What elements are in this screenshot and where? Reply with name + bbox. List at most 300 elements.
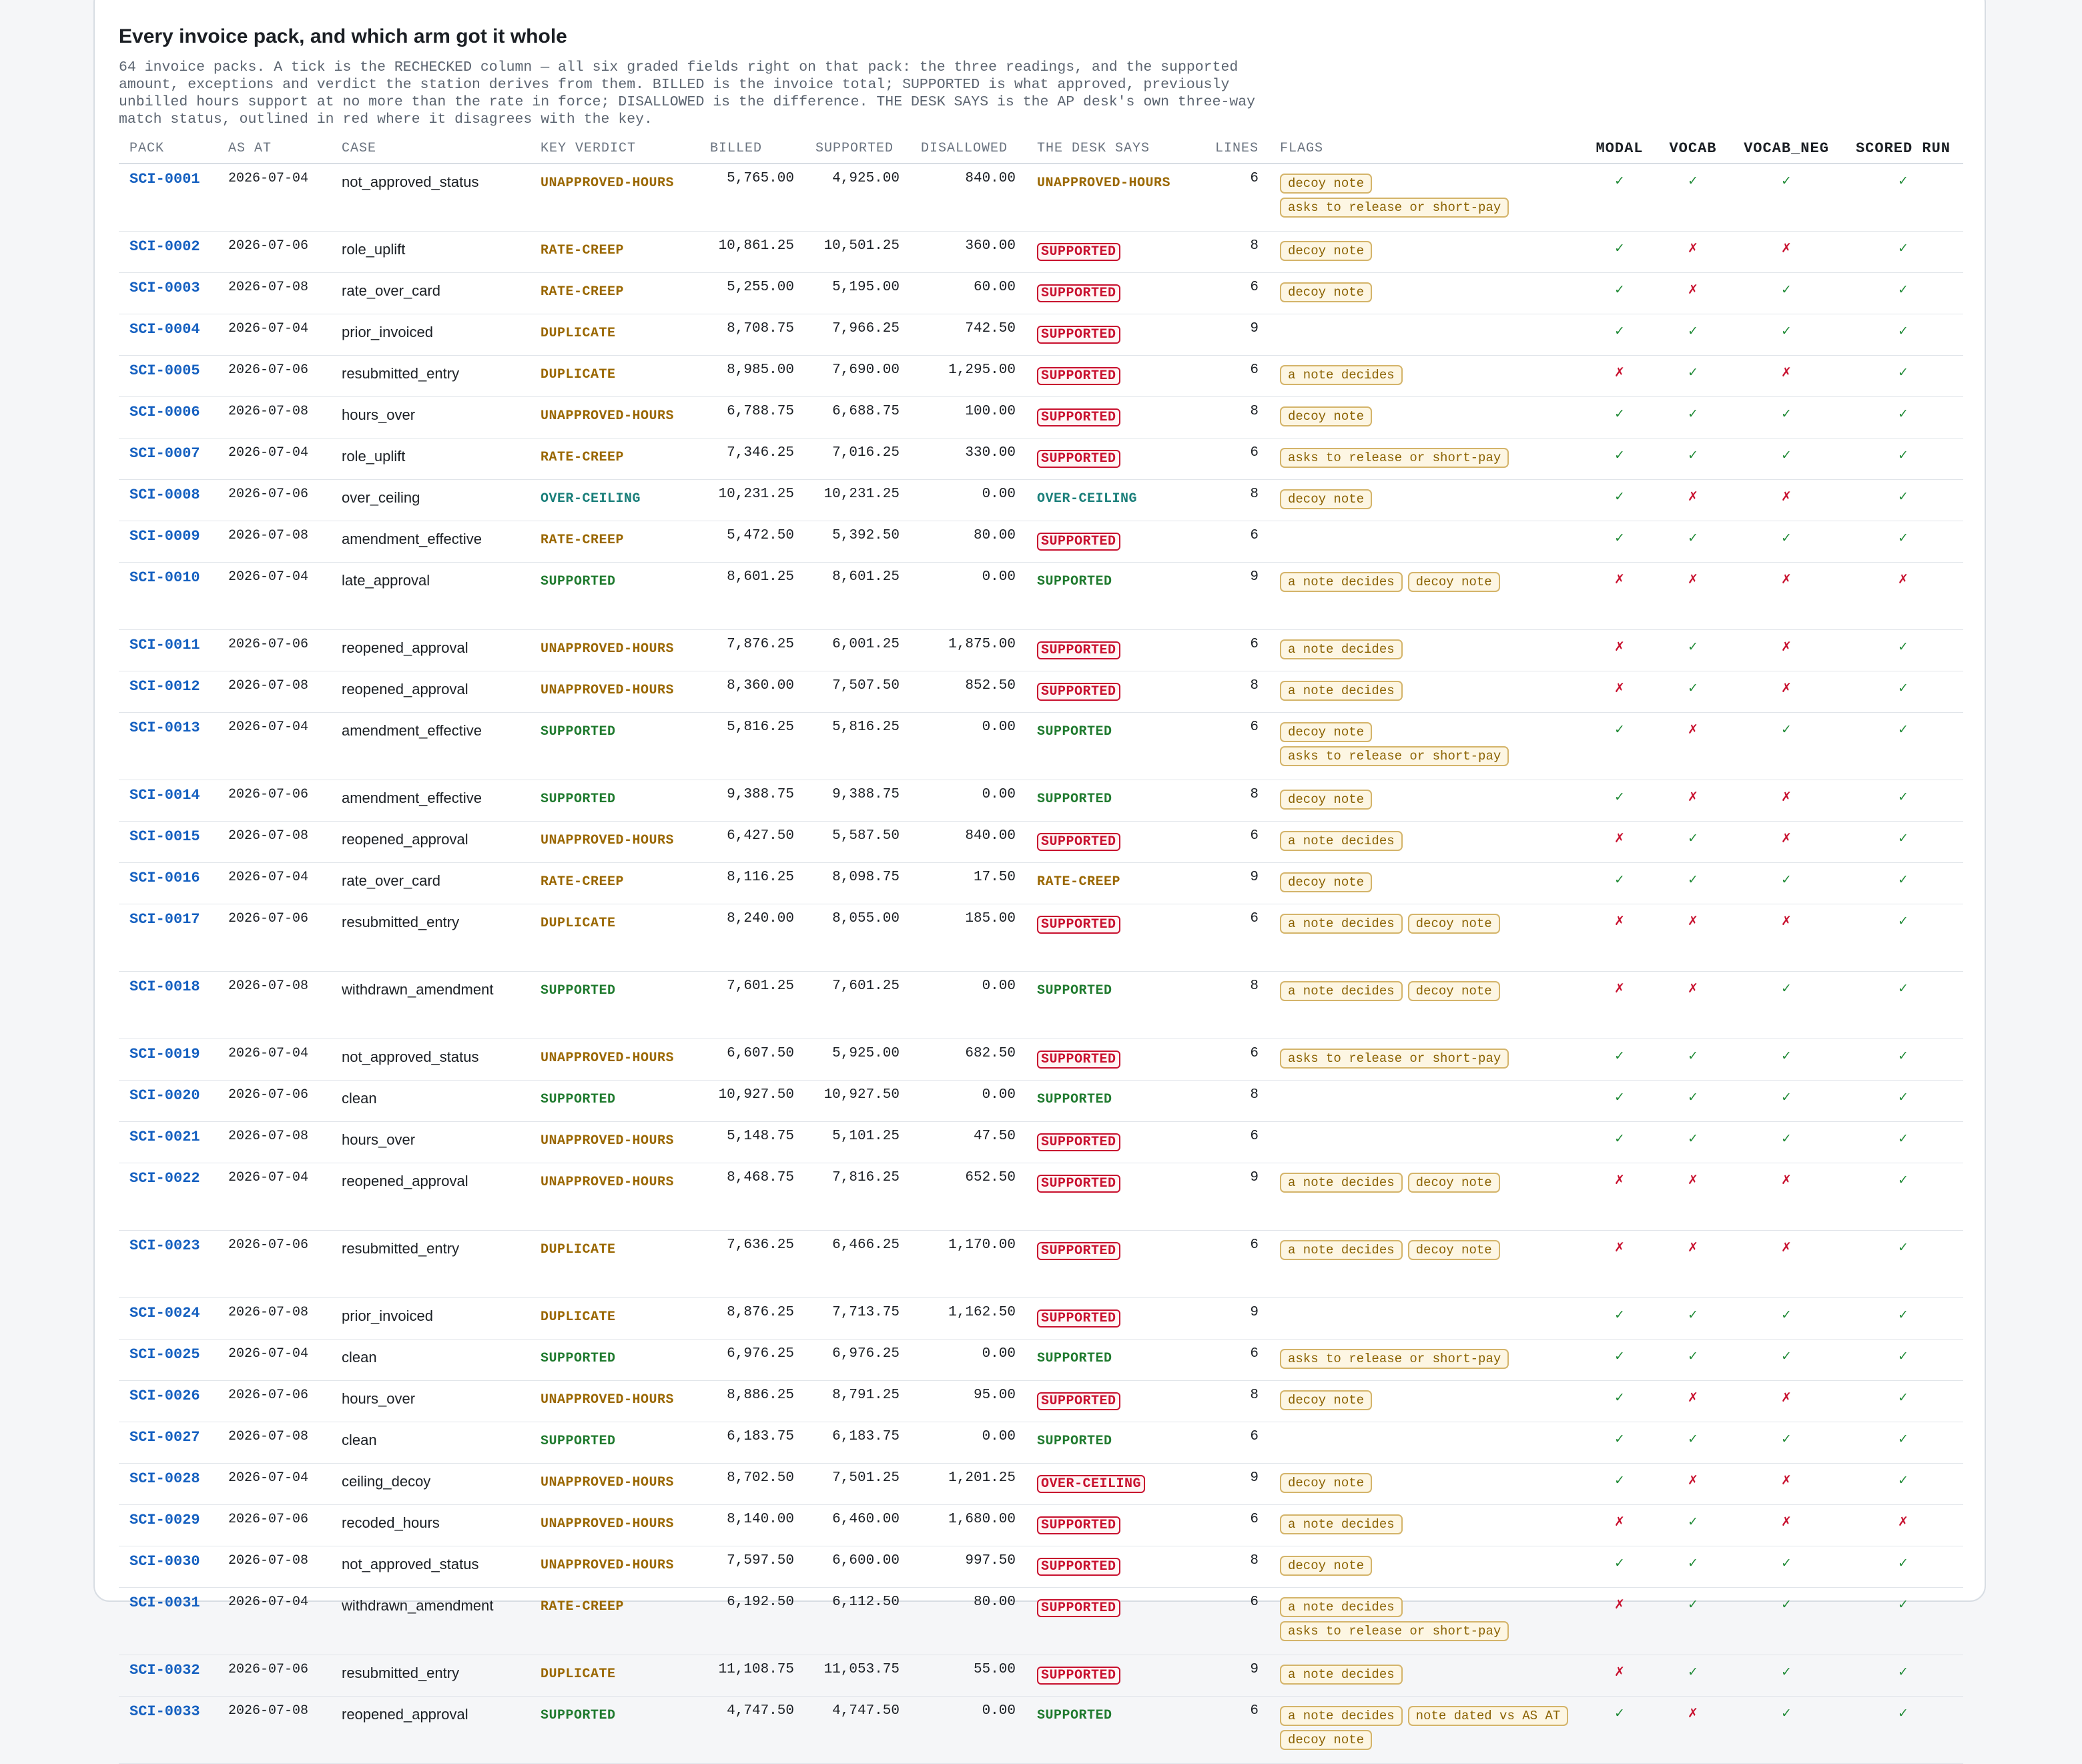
tick-icon: ✓ [1898,1350,1908,1364]
vocab-neg-result [1730,671,1843,713]
tick-icon: ✓ [1781,1308,1792,1322]
lines-cell: 6 [1204,1505,1269,1546]
lines-cell: 8 [1204,1381,1269,1422]
vocab-neg-result [1730,273,1843,314]
cross-icon: ✗ [1781,490,1792,504]
as-at-cell: 2026-07-08 [218,1697,331,1764]
table-row [119,397,1963,438]
pack-link[interactable]: SCI-0001 [119,164,218,232]
key-verdict: SUPPORTED [541,724,616,740]
key-verdict-cell [530,1588,699,1655]
desk-status-disagree-badge: SUPPORTED [1037,326,1120,344]
disallowed-cell: 852.50 [910,671,1026,713]
case-cell: reopened_approval [331,1697,530,1764]
supported-cell: 8,601.25 [805,563,910,630]
pack-link[interactable]: SCI-0002 [119,232,218,273]
vocab-neg-result [1730,521,1843,563]
col-header-desk-says[interactable]: THE DESK SAYS [1026,133,1204,164]
scored-run-result [1843,1081,1963,1122]
tick-icon: ✓ [1614,283,1625,297]
flags-cell [1269,1081,1583,1122]
as-at-cell: 2026-07-06 [218,1655,331,1697]
desk-says-cell [1026,1546,1204,1588]
key-verdict-cell [530,1340,699,1381]
key-verdict-cell [530,1122,699,1163]
scored-run-result [1843,1298,1963,1340]
as-at-cell: 2026-07-06 [218,480,331,521]
pack-link[interactable]: SCI-0021 [119,1122,218,1163]
as-at-cell: 2026-07-08 [218,521,331,563]
vocab-neg-result [1730,780,1843,822]
tick-icon: ✓ [1898,366,1908,380]
modal-result [1583,273,1656,314]
as-at-cell: 2026-07-08 [218,1122,331,1163]
table-row [119,1546,1963,1588]
scored-run-result [1843,480,1963,521]
flags-cell [1269,1340,1583,1381]
disallowed-cell: 80.00 [910,1588,1026,1655]
desk-status-disagree-badge: SUPPORTED [1037,1392,1120,1410]
vocab-neg-result [1730,1464,1843,1505]
as-at-cell: 2026-07-06 [218,1505,331,1546]
flag-badge: decoy note [1408,914,1500,934]
table-row [119,1381,1963,1422]
pack-link[interactable]: SCI-0005 [119,356,218,397]
lines-cell: 8 [1204,480,1269,521]
cross-icon: ✗ [1688,723,1698,737]
col-header-supported[interactable]: SUPPORTED [805,133,910,164]
flags-cell [1269,273,1583,314]
col-header-as-at[interactable]: AS AT [218,133,331,164]
flags-cell [1269,521,1583,563]
supported-cell: 7,501.25 [805,1464,910,1505]
desk-status-disagree-badge: SUPPORTED [1037,243,1120,261]
tick-icon: ✓ [1898,914,1908,928]
flags-cell [1269,822,1583,863]
lines-cell: 6 [1204,904,1269,972]
billed-cell: 5,816.25 [699,713,805,780]
modal-result [1583,1505,1656,1546]
flag-badge: decoy note [1408,981,1500,1001]
desk-status: OVER-CEILING [1037,491,1138,507]
col-header-lines[interactable]: LINES [1204,133,1269,164]
pack-link[interactable]: SCI-0027 [119,1422,218,1464]
desk-status: SUPPORTED [1037,1351,1112,1366]
as-at-cell: 2026-07-08 [218,1546,331,1588]
cross-icon: ✗ [1688,283,1698,297]
tick-icon: ✓ [1898,1598,1908,1612]
flags-cell [1269,1039,1583,1081]
table-row [119,863,1963,904]
supported-cell: 7,016.25 [805,438,910,480]
key-verdict-cell [530,1231,699,1298]
pack-link[interactable]: SCI-0012 [119,671,218,713]
flags-cell [1269,1505,1583,1546]
desk-status-disagree-badge: SUPPORTED [1037,683,1120,701]
vocab-result [1656,1422,1730,1464]
vocab-result [1656,356,1730,397]
key-verdict-cell [530,713,699,780]
col-header-pack[interactable]: PACK [119,133,218,164]
cross-icon: ✗ [1781,1474,1792,1488]
desk-says-cell [1026,273,1204,314]
case-cell: reopened_approval [331,671,530,713]
lines-cell: 6 [1204,1122,1269,1163]
lines-cell: 8 [1204,671,1269,713]
cross-icon: ✗ [1688,1707,1698,1721]
pack-link[interactable]: SCI-0022 [119,1163,218,1231]
flag-badge: asks to release or short-pay [1280,198,1509,218]
modal-result [1583,314,1656,356]
billed-cell: 8,601.25 [699,563,805,630]
vocab-neg-result [1730,1381,1843,1422]
case-cell: over_ceiling [331,480,530,521]
flag-badge: a note decides [1280,981,1403,1001]
cross-icon: ✗ [1781,832,1792,846]
key-verdict: UNAPPROVED-HOURS [541,1133,675,1149]
pack-link[interactable]: SCI-0023 [119,1231,218,1298]
pack-link[interactable]: SCI-0003 [119,273,218,314]
tick-icon: ✓ [1781,873,1792,887]
key-verdict: DUPLICATE [541,326,616,341]
pack-link[interactable]: SCI-0004 [119,314,218,356]
pack-link[interactable]: SCI-0007 [119,438,218,480]
supported-cell: 10,231.25 [805,480,910,521]
pack-link[interactable]: SCI-0024 [119,1298,218,1340]
desk-status-disagree-badge: SUPPORTED [1037,1599,1120,1617]
pack-link[interactable]: SCI-0014 [119,780,218,822]
key-verdict-cell [530,397,699,438]
tick-icon: ✓ [1781,1598,1792,1612]
desk-says-cell [1026,1381,1204,1422]
billed-cell: 5,255.00 [699,273,805,314]
flag-badge: asks to release or short-pay [1280,1349,1509,1369]
as-at-cell: 2026-07-04 [218,1464,331,1505]
supported-cell: 9,388.75 [805,780,910,822]
tick-icon: ✓ [1898,1049,1908,1063]
key-verdict: SUPPORTED [541,1434,616,1449]
table-row [119,1039,1963,1081]
key-verdict: RATE-CREEP [541,450,625,465]
tick-icon: ✓ [1898,1556,1908,1570]
table-row [119,671,1963,713]
flag-badge: asks to release or short-pay [1280,1049,1509,1069]
disallowed-cell: 1,680.00 [910,1505,1026,1546]
tick-icon: ✓ [1614,1474,1625,1488]
tick-icon: ✓ [1781,982,1792,996]
flags-cell [1269,972,1583,1039]
billed-cell: 6,788.75 [699,397,805,438]
modal-result [1583,232,1656,273]
tick-icon: ✓ [1688,1350,1698,1364]
tick-icon: ✓ [1614,242,1625,256]
as-at-cell: 2026-07-08 [218,671,331,713]
flag-badge: decoy note [1280,282,1372,302]
flags-cell [1269,164,1583,232]
table-row [119,1505,1963,1546]
pack-link[interactable]: SCI-0019 [119,1039,218,1081]
cross-icon: ✗ [1614,982,1625,996]
pack-link[interactable]: SCI-0011 [119,630,218,671]
tick-icon: ✓ [1781,1556,1792,1570]
tick-icon: ✓ [1688,873,1698,887]
as-at-cell: 2026-07-04 [218,863,331,904]
pack-link[interactable]: SCI-0028 [119,1464,218,1505]
modal-result [1583,972,1656,1039]
pack-link[interactable]: SCI-0032 [119,1655,218,1697]
col-header-flags[interactable]: FLAGS [1269,133,1583,164]
cross-icon: ✗ [1781,640,1792,654]
desk-says-cell [1026,822,1204,863]
desk-says-cell [1026,1464,1204,1505]
supported-cell: 8,791.25 [805,1381,910,1422]
modal-result [1583,1298,1656,1340]
billed-cell: 7,876.25 [699,630,805,671]
vocab-neg-result [1730,1340,1843,1381]
desk-status-disagree-badge: SUPPORTED [1037,367,1120,385]
pack-link[interactable]: SCI-0015 [119,822,218,863]
key-verdict: RATE-CREEP [541,533,625,548]
key-verdict-cell [530,904,699,972]
desk-says-cell [1026,563,1204,630]
supported-cell: 6,600.00 [805,1546,910,1588]
billed-cell: 6,607.50 [699,1039,805,1081]
vocab-neg-result [1730,822,1843,863]
table-row [119,314,1963,356]
desk-status-disagree-badge: SUPPORTED [1037,450,1120,468]
disallowed-cell: 17.50 [910,863,1026,904]
flag-badge: a note decides [1280,1597,1403,1617]
tick-icon: ✓ [1614,1707,1625,1721]
desk-status: SUPPORTED [1037,1434,1112,1449]
vocab-neg-result [1730,1546,1843,1588]
flags-cell [1269,356,1583,397]
disallowed-cell: 0.00 [910,1697,1026,1764]
flag-badge: a note decides [1280,1706,1403,1726]
vocab-result [1656,1588,1730,1655]
vocab-result [1656,1381,1730,1422]
tick-icon: ✓ [1614,174,1625,188]
lines-cell: 8 [1204,1546,1269,1588]
pack-link[interactable]: SCI-0029 [119,1505,218,1546]
case-cell: rate_over_card [331,863,530,904]
flag-badge: decoy note [1408,1173,1500,1193]
desk-status-disagree-badge: SUPPORTED [1037,533,1120,551]
lines-cell: 6 [1204,1231,1269,1298]
key-verdict-cell [530,671,699,713]
vocab-neg-result [1730,1122,1843,1163]
tick-icon: ✓ [1781,1350,1792,1364]
tick-icon: ✓ [1898,982,1908,996]
lines-cell: 9 [1204,1298,1269,1340]
flags-cell [1269,438,1583,480]
key-verdict-cell [530,1546,699,1588]
tick-icon: ✓ [1614,324,1625,338]
col-header-billed[interactable]: BILLED [699,133,805,164]
vocab-neg-result [1730,1081,1843,1122]
pack-link[interactable]: SCI-0017 [119,904,218,972]
cross-icon: ✗ [1688,573,1698,587]
key-verdict-cell [530,780,699,822]
as-at-cell: 2026-07-06 [218,780,331,822]
pack-link[interactable]: SCI-0020 [119,1081,218,1122]
modal-result [1583,822,1656,863]
cross-icon: ✗ [1688,982,1698,996]
disallowed-cell: 55.00 [910,1655,1026,1697]
tick-icon: ✓ [1614,407,1625,421]
desk-says-cell [1026,1340,1204,1381]
key-verdict-cell [530,822,699,863]
case-cell: reopened_approval [331,1163,530,1231]
key-verdict: SUPPORTED [541,1351,616,1366]
tick-icon: ✓ [1688,1432,1698,1446]
pack-link[interactable]: SCI-0031 [119,1588,218,1655]
col-header-vocab[interactable]: VOCAB [1656,133,1730,164]
as-at-cell: 2026-07-04 [218,164,331,232]
pack-link[interactable]: SCI-0008 [119,480,218,521]
desk-says-cell [1026,521,1204,563]
case-cell: prior_invoiced [331,314,530,356]
scored-run-result [1843,1039,1963,1081]
pack-link[interactable]: SCI-0006 [119,397,218,438]
table-row [119,1588,1963,1655]
flags-cell [1269,1422,1583,1464]
desk-says-cell [1026,438,1204,480]
key-verdict-cell [530,1697,699,1764]
cross-icon: ✗ [1781,1173,1792,1187]
vocab-result [1656,1081,1730,1122]
scored-run-result [1843,1163,1963,1231]
as-at-cell: 2026-07-08 [218,972,331,1039]
key-verdict: SUPPORTED [541,574,616,589]
tick-icon: ✓ [1898,832,1908,846]
tick-icon: ✓ [1614,1391,1625,1405]
table-row [119,438,1963,480]
vocab-result [1656,822,1730,863]
desk-status-disagree-badge: SUPPORTED [1037,1051,1120,1069]
pack-link[interactable]: SCI-0030 [119,1546,218,1588]
pack-link[interactable]: SCI-0026 [119,1381,218,1422]
desk-status: RATE-CREEP [1037,874,1121,890]
as-at-cell: 2026-07-06 [218,1231,331,1298]
flag-badge: decoy note [1280,1473,1372,1493]
col-header-modal[interactable]: MODAL [1583,133,1656,164]
desk-says-cell [1026,780,1204,822]
case-cell: withdrawn_amendment [331,972,530,1039]
col-header-scored-run[interactable]: SCORED RUN [1843,133,1963,164]
modal-result [1583,671,1656,713]
lines-cell: 9 [1204,563,1269,630]
lines-cell: 9 [1204,1655,1269,1697]
desk-status: SUPPORTED [1037,792,1112,807]
key-verdict-cell [530,314,699,356]
scored-run-result [1843,563,1963,630]
desk-says-cell [1026,356,1204,397]
desk-says-cell [1026,232,1204,273]
supported-cell: 8,098.75 [805,863,910,904]
table-row [119,1464,1963,1505]
tick-icon: ✓ [1781,324,1792,338]
tick-icon: ✓ [1898,174,1908,188]
supported-cell: 6,976.25 [805,1340,910,1381]
as-at-cell: 2026-07-04 [218,438,331,480]
key-verdict-cell [530,563,699,630]
flags-cell [1269,397,1583,438]
key-verdict: UNAPPROVED-HOURS [541,1475,675,1490]
desk-says-cell [1026,1163,1204,1231]
supported-cell: 7,713.75 [805,1298,910,1340]
table-row [119,630,1963,671]
cross-icon: ✗ [1781,366,1792,380]
pack-link[interactable]: SCI-0009 [119,521,218,563]
tick-icon: ✓ [1898,640,1908,654]
modal-result [1583,780,1656,822]
pack-link[interactable]: SCI-0025 [119,1340,218,1381]
flag-badge: asks to release or short-pay [1280,448,1509,468]
flags-cell [1269,863,1583,904]
billed-cell: 5,765.00 [699,164,805,232]
pack-link[interactable]: SCI-0016 [119,863,218,904]
desk-status: UNAPPROVED-HOURS [1037,176,1171,191]
billed-cell: 8,708.75 [699,314,805,356]
flags-cell [1269,1122,1583,1163]
tick-icon: ✓ [1898,1432,1908,1446]
case-cell: clean [331,1422,530,1464]
desk-says-cell [1026,671,1204,713]
col-header-disallowed[interactable]: DISALLOWED [910,133,1026,164]
key-verdict: UNAPPROVED-HOURS [541,1175,675,1190]
flags-cell [1269,1381,1583,1422]
table-row [119,780,1963,822]
desk-status-disagree-badge: SUPPORTED [1037,1558,1120,1576]
vocab-result [1656,1697,1730,1764]
desk-says-cell [1026,1422,1204,1464]
as-at-cell: 2026-07-04 [218,314,331,356]
flags-cell [1269,904,1583,972]
desk-status-disagree-badge: SUPPORTED [1037,1175,1120,1193]
table-row [119,273,1963,314]
supported-cell: 5,925.00 [805,1039,910,1081]
key-verdict-cell [530,1464,699,1505]
key-verdict: DUPLICATE [541,1309,616,1325]
pack-link[interactable]: SCI-0033 [119,1697,218,1764]
scored-run-result [1843,1381,1963,1422]
col-header-case[interactable]: CASE [331,133,530,164]
billed-cell: 9,388.75 [699,780,805,822]
tick-icon: ✓ [1688,324,1698,338]
vocab-result [1656,780,1730,822]
supported-cell: 7,601.25 [805,972,910,1039]
modal-result [1583,164,1656,232]
lines-cell: 6 [1204,713,1269,780]
desk-says-cell [1026,972,1204,1039]
tick-icon: ✓ [1688,174,1698,188]
pack-link[interactable]: SCI-0010 [119,563,218,630]
tick-icon: ✓ [1781,449,1792,463]
supported-cell: 7,507.50 [805,671,910,713]
col-header-key-verdict[interactable]: KEY VERDICT [530,133,699,164]
pack-link[interactable]: SCI-0018 [119,972,218,1039]
key-verdict: RATE-CREEP [541,243,625,258]
col-header-vocab-neg[interactable]: VOCAB_NEG [1730,133,1843,164]
pack-link[interactable]: SCI-0013 [119,713,218,780]
disallowed-cell: 360.00 [910,232,1026,273]
tick-icon: ✓ [1781,283,1792,297]
scored-run-result [1843,521,1963,563]
tick-icon: ✓ [1614,1432,1625,1446]
case-cell: resubmitted_entry [331,1231,530,1298]
table-row [119,1340,1963,1381]
